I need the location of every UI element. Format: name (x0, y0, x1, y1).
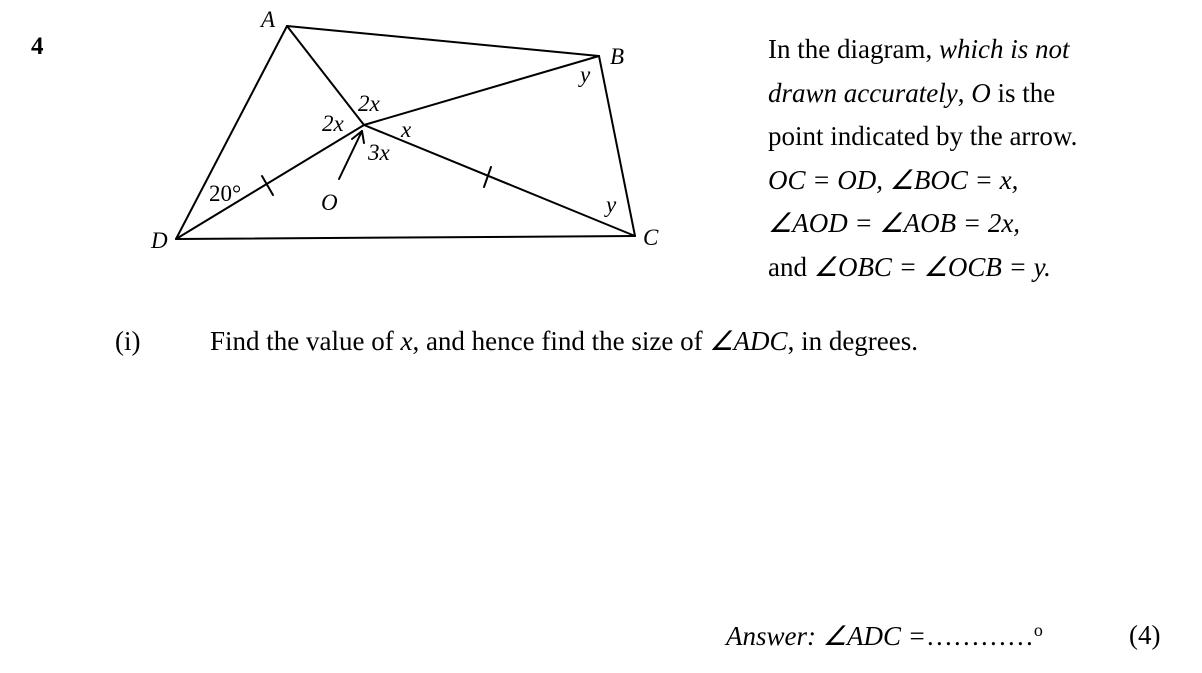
answer-prefix: Answer: ∠ADC = (726, 621, 926, 651)
statement-line-1: In the diagram, which is not (768, 34, 1070, 64)
angle-label-BOC: x (401, 117, 412, 142)
side-DA (176, 26, 287, 239)
degree-symbol: o (1033, 620, 1043, 640)
angle-label-OCB: y (606, 192, 617, 217)
vertex-label-D: D (151, 228, 168, 253)
statement-line-5: ∠AOD = ∠AOB = 2x, (768, 208, 1021, 238)
segment-OD (176, 125, 364, 239)
marks-allocation: (4) (1129, 620, 1161, 650)
angle-label-AOB: 2x (358, 91, 380, 116)
arrow-head-right (362, 131, 364, 143)
point-label-O: O (321, 190, 338, 215)
angle-label-AOD: 2x (322, 111, 344, 136)
angle-label-COD: 3x (368, 140, 390, 165)
side-AB (287, 26, 599, 56)
angle-label-OBC: y (580, 62, 591, 87)
problem-statement (768, 28, 1077, 289)
statement-line-3: point indicated by the arrow. (768, 121, 1078, 151)
vertex-label-A: A (261, 7, 276, 32)
statement-line-4: OC = OD, ∠BOC = x, (768, 164, 1019, 195)
side-CD (176, 236, 635, 239)
geometry-diagram (0, 0, 760, 280)
answer-line (726, 620, 1043, 652)
question-number: 4 (31, 33, 44, 60)
answer-blank[interactable]: ………… (925, 621, 1034, 651)
statement-line-2: drawn accurately, O is the (768, 77, 1056, 108)
statement-line-6: and ∠OBC = ∠OCB = y. (768, 251, 1051, 282)
vertex-label-B: B (610, 44, 625, 69)
side-BC (599, 56, 635, 236)
segment-OB (364, 56, 599, 125)
part-i-question: Find the value of x, and hence find the size of ∠ADC, in degrees. (210, 326, 919, 356)
angle-label-20-degrees: 20° (209, 181, 242, 206)
vertex-label-C: C (643, 225, 659, 250)
part-i-label: (i) (115, 326, 141, 356)
